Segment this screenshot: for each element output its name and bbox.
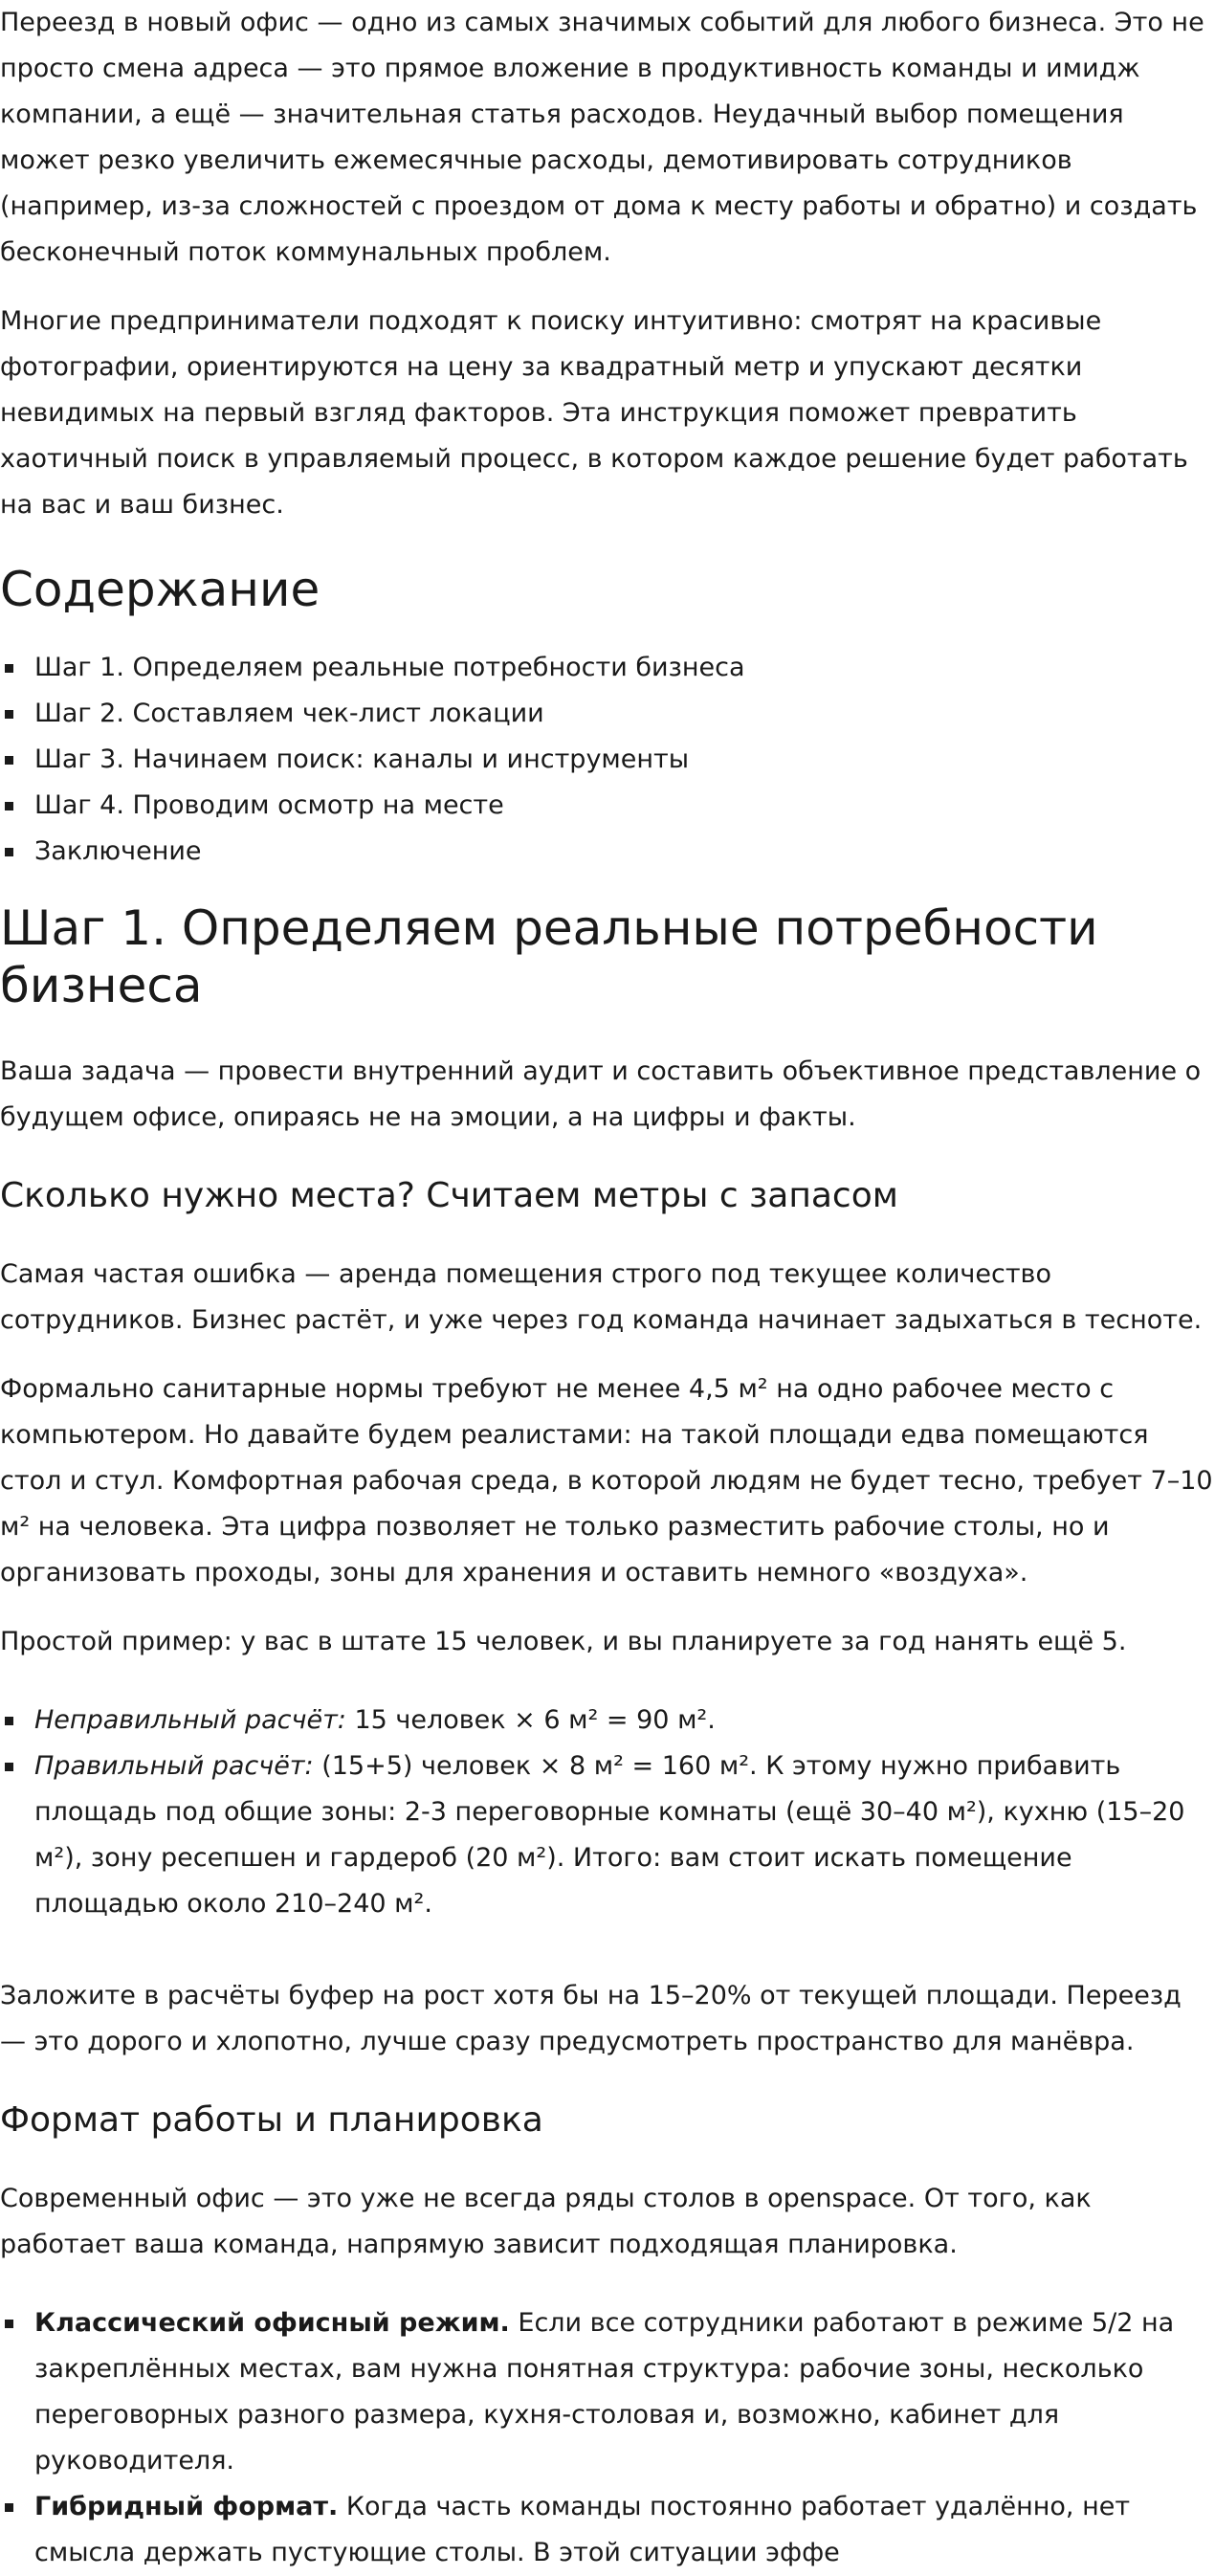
- list-item: [0, 2484, 1215, 2576]
- toc-link-step-3[interactable]: Шаг 3. Начинаем поиск: каналы и инструменты: [0, 737, 1215, 783]
- toc-link-conclusion[interactable]: Заключение: [0, 829, 1215, 875]
- list-item: [0, 1743, 1215, 1927]
- classic-format-label: Классический офисный режим.: [34, 2308, 510, 2338]
- toc-list: [0, 645, 1215, 875]
- toc-link-step-2[interactable]: Шаг 2. Составляем чек-лист локации: [0, 691, 1215, 737]
- space-heading: Сколько нужно места? Считаем метры с запасом: [0, 1176, 898, 1215]
- space-paragraph-3: Простой пример: у вас в штате 15 человек, и вы планируете за год нанять ещё 5.: [0, 1627, 1127, 1656]
- toc-link-step-4[interactable]: Шаг 4. Проводим осмотр на месте: [0, 783, 1215, 829]
- format-list: [0, 2300, 1215, 2576]
- intro-paragraph-1: Переезд в новый офис — одно из самых значимых событий для любого бизнеса. Это не просто смена адреса — это прямое вложение в продуктивность команды и имидж компании, а ещё — значительная статья расходов. Неудачный выбор помещения может резко увеличить ежемесячные расходы, демотивировать сотрудников (например, из-за сложностей с проездом от дома к месту работы и обратно) и создать бесконечный поток коммунальных проблем.: [0, 8, 1204, 267]
- hybrid-format-text: Когда часть команды постоянно работает удалённо, нет смысла держать пустующие столы. В этой ситуации эффе: [34, 2492, 1131, 2567]
- classic-format-text: Если все сотрудники работают в режиме 5/2 на закреплённых местах, вам нужна понятная структура: рабочие зоны, несколько переговорных разного размера, кухня-столовая и, возможно, кабинет для руководителя.: [34, 2308, 1175, 2476]
- space-paragraph-2: Формально санитарные нормы требуют не менее 4,5 м² на одно рабочее место с компьютером. Но давайте будем реалистами: на такой площади едва помещаются стол и стул. Комфортная рабочая среда, в которой людям не будет тесно, требует 7–10 м² на человека. Эта цифра позволяет не только разместить рабочие столы, но и организовать проходы, зоны для хранения и оставить немного «воздуха».: [0, 1374, 1213, 1588]
- hybrid-format-label: Гибридный формат.: [34, 2492, 339, 2521]
- right-calc-text: (15+5) человек × 8 м² = 160 м². К этому нужно прибавить площадь под общие зоны: 2-3 переговорные комнаты (ещё 30–40 м²), кухню (15–20 м²), зону ресепшен и гардероб (20 м²). Итого: вам стоит искать помещение площадью около 210–240 м².: [34, 1751, 1185, 1919]
- format-paragraph-1: Современный офис — это уже не всегда ряды столов в openspace. От того, как работает ваша команда, напрямую зависит подходящая планировка.: [0, 2184, 1092, 2259]
- list-item: [0, 2300, 1215, 2484]
- space-paragraph-4: Заложите в расчёты буфер на рост хотя бы на 15–20% от текущей площади. Переезд — это дорого и хлопотно, лучше сразу предусмотреть пространство для манёвра.: [0, 1981, 1182, 2056]
- space-paragraph-1: Самая частая ошибка — аренда помещения строго под текущее количество сотрудников. Бизнес растёт, и уже через год команда начинает задыхаться в тесноте.: [0, 1259, 1203, 1335]
- toc-link-step-1[interactable]: Шаг 1. Определяем реальные потребности бизнеса: [0, 645, 1215, 691]
- step-1-paragraph: Ваша задача — провести внутренний аудит и составить объективное представление о будущем офисе, опираясь не на эмоции, а на цифры и факты.: [0, 1056, 1202, 1132]
- right-calc-label: Правильный расчёт:: [34, 1751, 314, 1781]
- wrong-calc-label: Неправильный расчёт:: [34, 1705, 346, 1735]
- wrong-calc-text: 15 человек × 6 м² = 90 м².: [345, 1705, 716, 1735]
- list-item: [0, 1698, 1215, 1743]
- intro-paragraph-2: Многие предприниматели подходят к поиску интуитивно: смотрят на красивые фотографии, ориентируются на цену за квадратный метр и упускают десятки невидимых на первый взгляд факторов. Эта инструкция поможет превратить хаотичный поиск в управляемый процесс, в котором каждое решение будет работать на вас и ваш бизнес.: [0, 306, 1188, 520]
- toc-heading: Содержание: [0, 562, 320, 617]
- calculation-list: [0, 1698, 1215, 1927]
- format-heading: Формат работы и планировка: [0, 2100, 543, 2140]
- step-1-heading: Шаг 1. Определяем реальные потребности бизнеса: [0, 900, 1098, 1013]
